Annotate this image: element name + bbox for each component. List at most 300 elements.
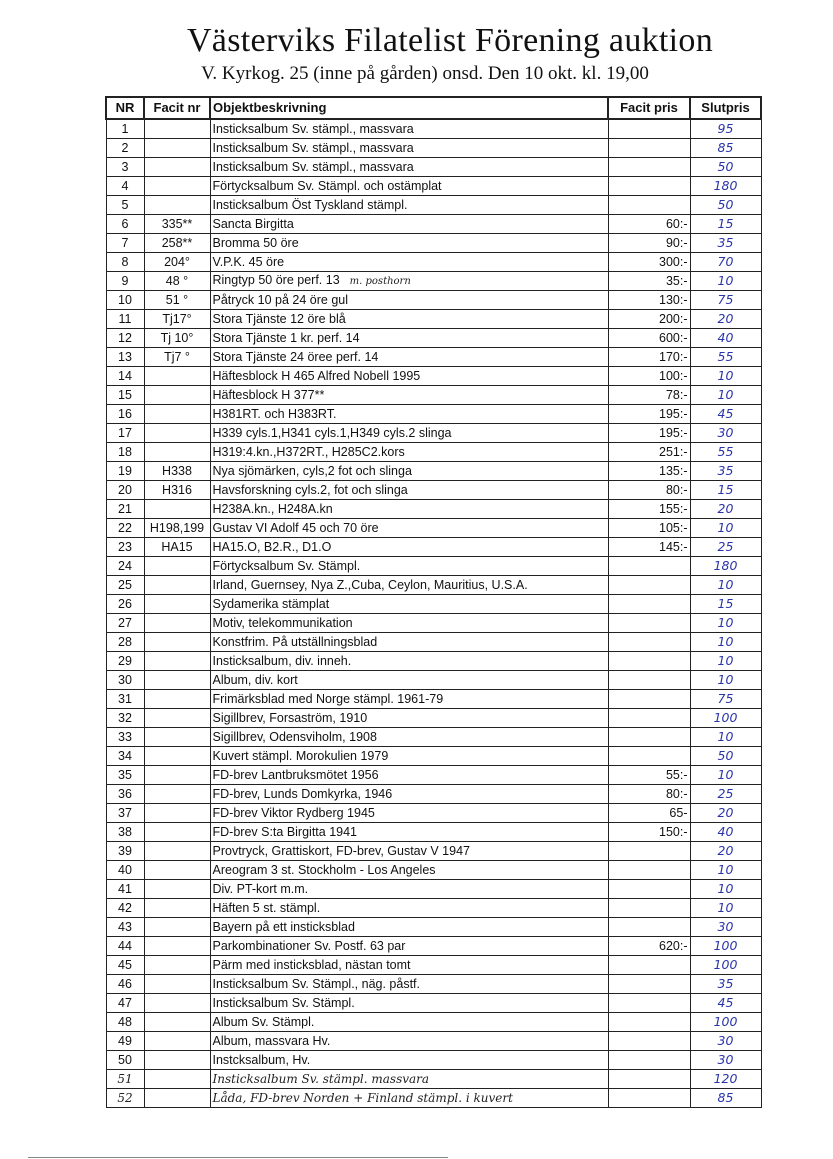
description-text: Häftesblock H 377** — [212, 388, 325, 402]
facit-price-cell — [608, 842, 690, 861]
final-price-text: 30 — [717, 1033, 734, 1048]
final-price-text: 20 — [717, 805, 734, 820]
table-header-row — [106, 97, 761, 119]
facit-number-text: Tj17° — [162, 312, 192, 326]
facit-number-cell — [144, 119, 210, 139]
final-price-text: 25 — [717, 539, 734, 554]
facit-number-cell — [144, 899, 210, 918]
description-text: Stora Tjänste 12 öre blå — [212, 312, 346, 326]
facit-number-cell — [144, 1070, 210, 1089]
final-price-cell — [690, 785, 761, 804]
final-price-text: 30 — [717, 1052, 734, 1067]
facit-price-cell — [608, 804, 690, 823]
lot-number-cell — [106, 614, 144, 633]
lot-number-cell — [106, 880, 144, 899]
facit-number-cell — [144, 861, 210, 880]
facit-number-cell — [144, 804, 210, 823]
description-text: Bromma 50 öre — [212, 236, 299, 250]
lot-number-text: 51 — [117, 1072, 133, 1086]
final-price-text: 30 — [717, 919, 734, 934]
facit-number-cell — [144, 519, 210, 538]
final-price-text: 100 — [713, 957, 738, 972]
lot-number-text: 38 — [118, 825, 132, 839]
final-price-cell — [690, 1089, 761, 1108]
facit-price-cell — [608, 386, 690, 405]
facit-price-cell — [608, 1051, 690, 1070]
lot-number-text: 6 — [121, 217, 129, 231]
final-price-text: 35 — [717, 235, 734, 250]
lot-number-cell — [106, 196, 144, 215]
final-price-text: 100 — [713, 1014, 738, 1029]
final-price-cell — [690, 443, 761, 462]
lot-number-cell — [106, 671, 144, 690]
description-text: Insticksalbum Sv. Stämpl., näg. påstf. — [212, 977, 420, 991]
lot-number-cell — [106, 709, 144, 728]
column-header-facit-nr: Facit nr — [144, 97, 210, 119]
final-price-cell — [690, 177, 761, 196]
table-row — [106, 1089, 761, 1108]
final-price-text: 45 — [717, 995, 734, 1010]
column-header-final-price: Slutpris — [690, 97, 761, 119]
lot-number-text: 9 — [121, 274, 129, 288]
facit-price-cell — [608, 918, 690, 937]
final-price-cell — [690, 576, 761, 595]
facit-price-cell — [608, 519, 690, 538]
facit-number-cell — [144, 918, 210, 937]
facit-number-text: H198,199 — [149, 521, 205, 535]
description-text: Areogram 3 st. Stockholm - Los Angeles — [212, 863, 436, 877]
description-cell — [210, 1089, 608, 1108]
facit-price-cell — [608, 443, 690, 462]
final-price-cell — [690, 633, 761, 652]
facit-price-cell — [608, 1070, 690, 1089]
lot-number-text: 18 — [118, 445, 132, 459]
description-text: Parkombinationer Sv. Postf. 63 par — [212, 939, 406, 953]
facit-price-text: 55:- — [665, 768, 688, 782]
final-price-cell — [690, 975, 761, 994]
facit-number-cell — [144, 1051, 210, 1070]
description-text: Nya sjömärken, cyls,2 fot och slinga — [212, 464, 412, 478]
final-price-cell — [690, 747, 761, 766]
description-text: Sancta Birgitta — [212, 217, 294, 231]
lot-number-text: 21 — [118, 502, 132, 516]
lot-number-text: 42 — [118, 901, 132, 915]
lot-number-text: 1 — [121, 122, 129, 136]
lot-number-cell — [106, 291, 144, 310]
facit-price-cell — [608, 557, 690, 576]
facit-price-cell — [608, 119, 690, 139]
table-row — [106, 443, 761, 462]
facit-price-cell — [608, 899, 690, 918]
lot-number-text: 5 — [121, 198, 129, 212]
facit-number-cell — [144, 1089, 210, 1108]
bottom-divider — [28, 1157, 448, 1158]
facit-number-cell — [144, 709, 210, 728]
facit-price-cell — [608, 975, 690, 994]
lot-number-text: 49 — [118, 1034, 132, 1048]
facit-number-text: 51 ° — [165, 293, 189, 307]
facit-price-text: 170:- — [659, 350, 688, 364]
final-price-text: 100 — [713, 710, 738, 725]
facit-number-text: H316 — [162, 483, 192, 497]
table-row — [106, 177, 761, 196]
lot-number-cell — [106, 215, 144, 234]
facit-number-cell — [144, 690, 210, 709]
facit-number-cell — [144, 405, 210, 424]
lot-number-cell — [106, 994, 144, 1013]
final-price-text: 35 — [717, 976, 734, 991]
final-price-text: 10 — [717, 767, 734, 782]
facit-number-text: H338 — [162, 464, 192, 478]
facit-price-cell — [608, 1032, 690, 1051]
facit-number-cell — [144, 614, 210, 633]
table-row — [106, 1013, 761, 1032]
facit-price-text: 78:- — [665, 388, 688, 402]
facit-price-cell — [608, 728, 690, 747]
description-text: Låda, FD-brev Norden + Finland stämpl. i kuvert — [212, 1091, 513, 1105]
lot-number-text: 40 — [118, 863, 132, 877]
final-price-text: 40 — [717, 824, 734, 839]
facit-price-text: 100:- — [659, 369, 688, 383]
facit-price-cell — [608, 500, 690, 519]
facit-number-cell — [144, 291, 210, 310]
final-price-cell — [690, 652, 761, 671]
description-text: Irland, Guernsey, Nya Z.,Cuba, Ceylon, Mauritius, U.S.A. — [212, 578, 528, 592]
final-price-text: 10 — [717, 520, 734, 535]
description-text: Sigillbrev, Forsaström, 1910 — [212, 711, 368, 725]
description-cell — [210, 519, 608, 538]
lot-number-cell — [106, 1013, 144, 1032]
final-price-cell — [690, 253, 761, 272]
lot-number-cell — [106, 177, 144, 196]
table-row — [106, 557, 761, 576]
final-price-text: 95 — [717, 121, 734, 136]
final-price-cell — [690, 119, 761, 139]
description-text: Insticksalbum, div. inneh. — [212, 654, 352, 668]
facit-number-cell — [144, 557, 210, 576]
description-cell — [210, 557, 608, 576]
description-text: Album, div. kort — [212, 673, 298, 687]
lot-number-text: 28 — [118, 635, 132, 649]
lot-number-text: 7 — [121, 236, 129, 250]
final-price-text: 55 — [717, 444, 734, 459]
facit-number-cell — [144, 215, 210, 234]
table-row — [106, 614, 761, 633]
description-text: Stora Tjänste 1 kr. perf. 14 — [212, 331, 360, 345]
final-price-cell — [690, 329, 761, 348]
final-price-cell — [690, 861, 761, 880]
final-price-cell — [690, 937, 761, 956]
description-text: H319:4.kn.,H372RT., H285C2.kors — [212, 445, 405, 459]
final-price-text: 10 — [717, 387, 734, 402]
table-row — [106, 842, 761, 861]
final-price-cell — [690, 386, 761, 405]
facit-price-text: 80:- — [665, 483, 688, 497]
description-cell — [210, 234, 608, 253]
table-row — [106, 519, 761, 538]
table-row — [106, 386, 761, 405]
final-price-cell — [690, 405, 761, 424]
table-row — [106, 310, 761, 329]
description-text: FD-brev Lantbruksmötet 1956 — [212, 768, 379, 782]
description-text: Insticksalbum Sv. Stämpl. — [212, 996, 355, 1010]
description-cell — [210, 1032, 608, 1051]
facit-number-cell — [144, 880, 210, 899]
description-text: Konstfrim. På utställningsblad — [212, 635, 378, 649]
description-cell — [210, 291, 608, 310]
description-text: Häften 5 st. stämpl. — [212, 901, 321, 915]
lot-number-text: 26 — [118, 597, 132, 611]
lot-number-cell — [106, 1070, 144, 1089]
description-text: FD-brev S:ta Birgitta 1941 — [212, 825, 358, 839]
lot-number-text: 4 — [121, 179, 129, 193]
facit-price-cell — [608, 1013, 690, 1032]
final-price-cell — [690, 215, 761, 234]
lot-number-cell — [106, 633, 144, 652]
table-row — [106, 1070, 761, 1089]
description-cell — [210, 500, 608, 519]
final-price-cell — [690, 728, 761, 747]
facit-number-text: 204° — [164, 255, 190, 269]
facit-price-cell — [608, 424, 690, 443]
final-price-cell — [690, 709, 761, 728]
facit-price-text: 600:- — [659, 331, 688, 345]
final-price-text: 10 — [717, 881, 734, 896]
final-price-text: 10 — [717, 729, 734, 744]
final-price-text: 50 — [717, 197, 734, 212]
table-row — [106, 481, 761, 500]
lot-number-cell — [106, 975, 144, 994]
description-cell — [210, 633, 608, 652]
description-text: Sigillbrev, Odensviholm, 1908 — [212, 730, 377, 744]
facit-price-cell — [608, 348, 690, 367]
table-row — [106, 424, 761, 443]
final-price-cell — [690, 823, 761, 842]
description-cell — [210, 785, 608, 804]
description-cell — [210, 747, 608, 766]
description-text: Förtycksalbum Sv. Stämpl. och ostämplat — [212, 179, 442, 193]
lot-number-text: 27 — [118, 616, 132, 630]
lot-number-cell — [106, 481, 144, 500]
description-text: Provtryck, Grattiskort, FD-brev, Gustav V 1947 — [212, 844, 470, 858]
facit-price-cell — [608, 595, 690, 614]
description-cell — [210, 253, 608, 272]
table-row — [106, 747, 761, 766]
facit-price-cell — [608, 538, 690, 557]
table-row — [106, 158, 761, 177]
lot-number-text: 48 — [118, 1015, 132, 1029]
table-row — [106, 500, 761, 519]
lot-number-cell — [106, 557, 144, 576]
lot-number-text: 3 — [121, 160, 129, 174]
final-price-text: 20 — [717, 311, 734, 326]
table-row — [106, 823, 761, 842]
lot-number-cell — [106, 785, 144, 804]
facit-price-text: 145:- — [659, 540, 688, 554]
facit-number-cell — [144, 158, 210, 177]
facit-price-cell — [608, 671, 690, 690]
description-cell — [210, 728, 608, 747]
lot-number-cell — [106, 462, 144, 481]
facit-number-text: Tj7 ° — [164, 350, 190, 364]
description-cell — [210, 196, 608, 215]
final-price-text: 45 — [717, 406, 734, 421]
table-row — [106, 119, 761, 139]
lot-number-cell — [106, 1089, 144, 1108]
facit-price-text: 155:- — [659, 502, 688, 516]
table-row — [106, 291, 761, 310]
lot-number-cell — [106, 405, 144, 424]
facit-number-cell — [144, 652, 210, 671]
page-title: Västerviks Filatelist Förening auktion — [186, 22, 714, 59]
facit-number-cell — [144, 196, 210, 215]
lot-number-text: 12 — [118, 331, 132, 345]
description-text: H238A.kn., H248A.kn — [212, 502, 333, 516]
facit-number-cell — [144, 367, 210, 386]
facit-number-cell — [144, 329, 210, 348]
description-cell — [210, 690, 608, 709]
lot-number-cell — [106, 310, 144, 329]
facit-price-text: 80:- — [665, 787, 688, 801]
description-cell — [210, 405, 608, 424]
facit-number-cell — [144, 785, 210, 804]
facit-price-cell — [608, 367, 690, 386]
description-text: Pärm med insticksblad, nästan tomt — [212, 958, 411, 972]
facit-price-text: 195:- — [659, 407, 688, 421]
final-price-cell — [690, 994, 761, 1013]
final-price-cell — [690, 595, 761, 614]
final-price-text: 120 — [713, 1071, 738, 1086]
final-price-cell — [690, 424, 761, 443]
lot-number-text: 37 — [118, 806, 132, 820]
facit-price-text: 251:- — [659, 445, 688, 459]
facit-number-cell — [144, 975, 210, 994]
final-price-text: 75 — [717, 292, 734, 307]
description-cell — [210, 443, 608, 462]
facit-price-cell — [608, 880, 690, 899]
table-row — [106, 880, 761, 899]
table-row — [106, 671, 761, 690]
lot-number-text: 31 — [118, 692, 132, 706]
description-cell — [210, 918, 608, 937]
final-price-text: 20 — [717, 501, 734, 516]
column-header-nr: NR — [106, 97, 144, 119]
lot-number-cell — [106, 804, 144, 823]
lot-number-cell — [106, 348, 144, 367]
description-text: Gustav VI Adolf 45 och 70 öre — [212, 521, 379, 535]
facit-price-cell — [608, 823, 690, 842]
final-price-cell — [690, 918, 761, 937]
auction-table — [105, 96, 762, 1108]
final-price-cell — [690, 367, 761, 386]
final-price-cell — [690, 481, 761, 500]
lot-number-text: 43 — [118, 920, 132, 934]
final-price-cell — [690, 348, 761, 367]
description-cell — [210, 538, 608, 557]
table-row — [106, 975, 761, 994]
description-cell — [210, 899, 608, 918]
description-cell — [210, 481, 608, 500]
lot-number-text: 14 — [118, 369, 132, 383]
table-row — [106, 937, 761, 956]
facit-number-text: 48 ° — [165, 274, 189, 288]
final-price-cell — [690, 804, 761, 823]
facit-number-cell — [144, 500, 210, 519]
table-row — [106, 766, 761, 785]
facit-price-cell — [608, 1089, 690, 1108]
facit-number-cell — [144, 386, 210, 405]
lot-number-text: 10 — [118, 293, 132, 307]
description-text: Instcksalbum, Hv. — [212, 1053, 311, 1067]
lot-number-text: 24 — [118, 559, 132, 573]
facit-price-cell — [608, 139, 690, 158]
lot-number-text: 22 — [118, 521, 132, 535]
page-subtitle: V. Kyrkog. 25 (inne på gården) onsd. Den 10 okt. kl. 19,00 — [201, 63, 649, 84]
description-cell — [210, 975, 608, 994]
lot-number-cell — [106, 386, 144, 405]
final-price-cell — [690, 310, 761, 329]
lot-number-cell — [106, 766, 144, 785]
lot-number-cell — [106, 937, 144, 956]
description-text: FD-brev Viktor Rydberg 1945 — [212, 806, 375, 820]
table-row — [106, 861, 761, 880]
lot-number-text: 45 — [118, 958, 132, 972]
final-price-text: 10 — [717, 862, 734, 877]
facit-price-text: 200:- — [659, 312, 688, 326]
lot-number-text: 23 — [118, 540, 132, 554]
final-price-text: 15 — [717, 216, 734, 231]
table-row — [106, 899, 761, 918]
facit-number-cell — [144, 728, 210, 747]
description-text: FD-brev, Lunds Domkyrka, 1946 — [212, 787, 393, 801]
description-cell — [210, 880, 608, 899]
facit-price-cell — [608, 747, 690, 766]
description-cell — [210, 614, 608, 633]
final-price-text: 100 — [713, 938, 738, 953]
final-price-text: 85 — [717, 1090, 734, 1105]
facit-price-cell — [608, 310, 690, 329]
lot-number-text: 35 — [118, 768, 132, 782]
description-text: Div. PT-kort m.m. — [212, 882, 309, 896]
facit-number-cell — [144, 348, 210, 367]
facit-price-text: 105:- — [659, 521, 688, 535]
facit-number-cell — [144, 424, 210, 443]
description-text: Häftesblock H 465 Alfred Nobell 1995 — [212, 369, 421, 383]
lot-number-cell — [106, 234, 144, 253]
lot-number-cell — [106, 861, 144, 880]
lot-number-text: 44 — [118, 939, 132, 953]
description-text: Bayern på ett insticksblad — [212, 920, 355, 934]
table-row — [106, 728, 761, 747]
table-row — [106, 633, 761, 652]
description-cell — [210, 348, 608, 367]
description-text: Insticksalbum Öst Tyskland stämpl. — [212, 198, 408, 212]
description-cell — [210, 994, 608, 1013]
facit-price-cell — [608, 614, 690, 633]
description-cell — [210, 272, 608, 291]
lot-number-cell — [106, 747, 144, 766]
description-text: Motiv, telekommunikation — [212, 616, 353, 630]
facit-price-text: 300:- — [659, 255, 688, 269]
final-price-cell — [690, 139, 761, 158]
final-price-text: 10 — [717, 672, 734, 687]
facit-price-text: 65- — [669, 806, 688, 820]
facit-number-cell — [144, 956, 210, 975]
final-price-text: 15 — [717, 596, 734, 611]
final-price-text: 50 — [717, 748, 734, 763]
final-price-text: 25 — [717, 786, 734, 801]
table-row — [106, 253, 761, 272]
